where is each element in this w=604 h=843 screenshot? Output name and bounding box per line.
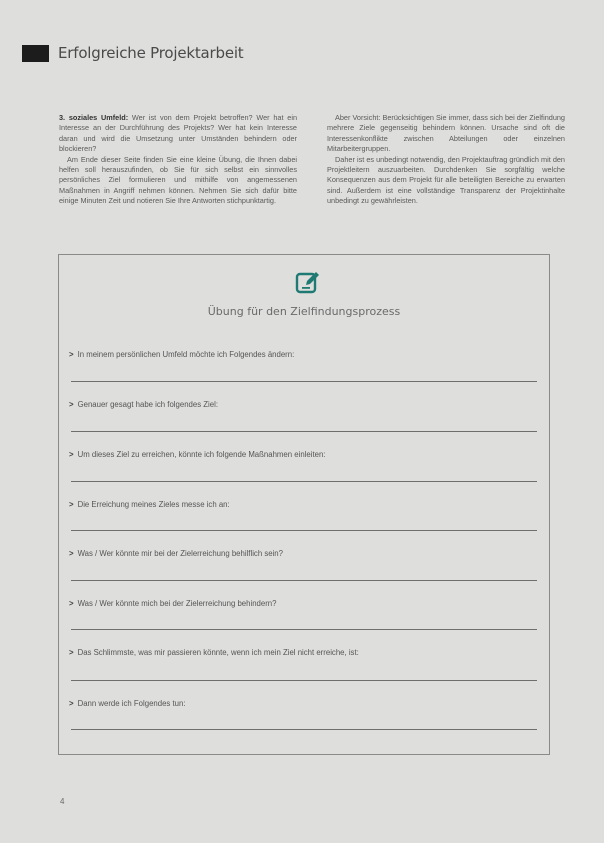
chevron-right-icon: > [69,549,74,558]
header-marker [22,45,49,62]
question-text: Dann werde ich Folgendes tun: [77,699,186,708]
chevron-right-icon: > [69,599,74,608]
section-text: Wer ist von dem Projekt betroffen? Wer hat ein Interesse an der Durchführung des Projekts? Wer hat kein Interesse daran und wird die Umsetzung unter Umständen behindern oder blockieren? [59,113,297,154]
question-1 [69,350,539,359]
question-text: Die Erreichung meines Zieles messe ich an: [77,500,230,509]
page-title: Erfolgreiche Projektarbeit [58,44,244,62]
intro-text [59,113,565,207]
left-paragraph-2: Am Ende dieser Seite finden Sie eine kleine Übung, die Ihnen dabei helfen soll herauszufinden, ob Sie für sich selbst ein sinnvolles persönliches Ziel formulieren und mithilfe von angemessenen Maßnahmen in Angriff nehmen können. Nehmen Sie sich dafür bitte einige Minuten Zeit und notieren Sie Ihre Antworten stichpunktartig. [59,154,297,206]
chevron-right-icon: > [69,648,74,657]
chevron-right-icon: > [69,450,74,459]
question-7 [69,648,539,657]
page-number: 4 [60,797,65,806]
question-text: Was / Wer könnte mich bei der Zielerreichung behindern? [77,599,277,608]
answer-line-4[interactable] [71,530,537,531]
chevron-right-icon: > [69,350,74,359]
question-8 [69,699,539,708]
right-paragraph-1: Aber Vorsicht: Berücksichtigen Sie immer, dass sich bei der Zielfindung mehrere Ziele gegenseitig behindern können. Ursache sind oft die Interessenkonflikte zwischen Abteilungen oder einzelnen Mitarbeitergruppen. [327,113,565,154]
exercise-title: Übung für den Zielfindungsprozess [207,305,401,318]
answer-line-5[interactable] [71,580,537,581]
question-4 [69,500,539,509]
right-column [327,113,565,207]
question-3 [69,450,539,459]
question-2 [69,400,539,409]
answer-line-8[interactable] [71,729,537,730]
question-text: Das Schlimmste, was mir passieren könnte, wenn ich mein Ziel nicht erreiche, ist: [77,648,359,657]
chevron-right-icon: > [69,500,74,509]
answer-line-1[interactable] [71,381,537,382]
chevron-right-icon: > [69,699,74,708]
answer-line-7[interactable] [71,680,537,681]
right-paragraph-2: Daher ist es unbedingt notwendig, den Projektauftrag gründlich mit den Projektleitern auszuarbeiten. Durchdenken Sie sorgfältig welche Konsequenzen aus dem Projekt für alle beteiligten Bereiche zu erwarten sind. Außerdem ist eine vollständige Transparenz der Projektinhalte unbedingt zu gewährleisten. [327,154,565,206]
exercise-box [58,254,550,755]
chevron-right-icon: > [69,400,74,409]
answer-line-2[interactable] [71,431,537,432]
left-paragraph-1 [59,113,297,155]
answer-line-6[interactable] [71,629,537,630]
question-text: Was / Wer könnte mir bei der Zielerreichung behilflich sein? [77,549,283,558]
edit-icon [295,269,321,295]
section-label: 3. soziales Umfeld: [59,113,129,122]
left-column [59,113,297,207]
question-5 [69,549,539,558]
question-text: Genauer gesagt habe ich folgendes Ziel: [77,400,219,409]
answer-line-3[interactable] [71,481,537,482]
question-text: Um dieses Ziel zu erreichen, könnte ich folgende Maßnahmen einleiten: [77,450,326,459]
page-header [22,44,244,62]
question-text: In meinem persönlichen Umfeld möchte ich Folgendes ändern: [77,350,295,359]
question-6 [69,599,539,608]
